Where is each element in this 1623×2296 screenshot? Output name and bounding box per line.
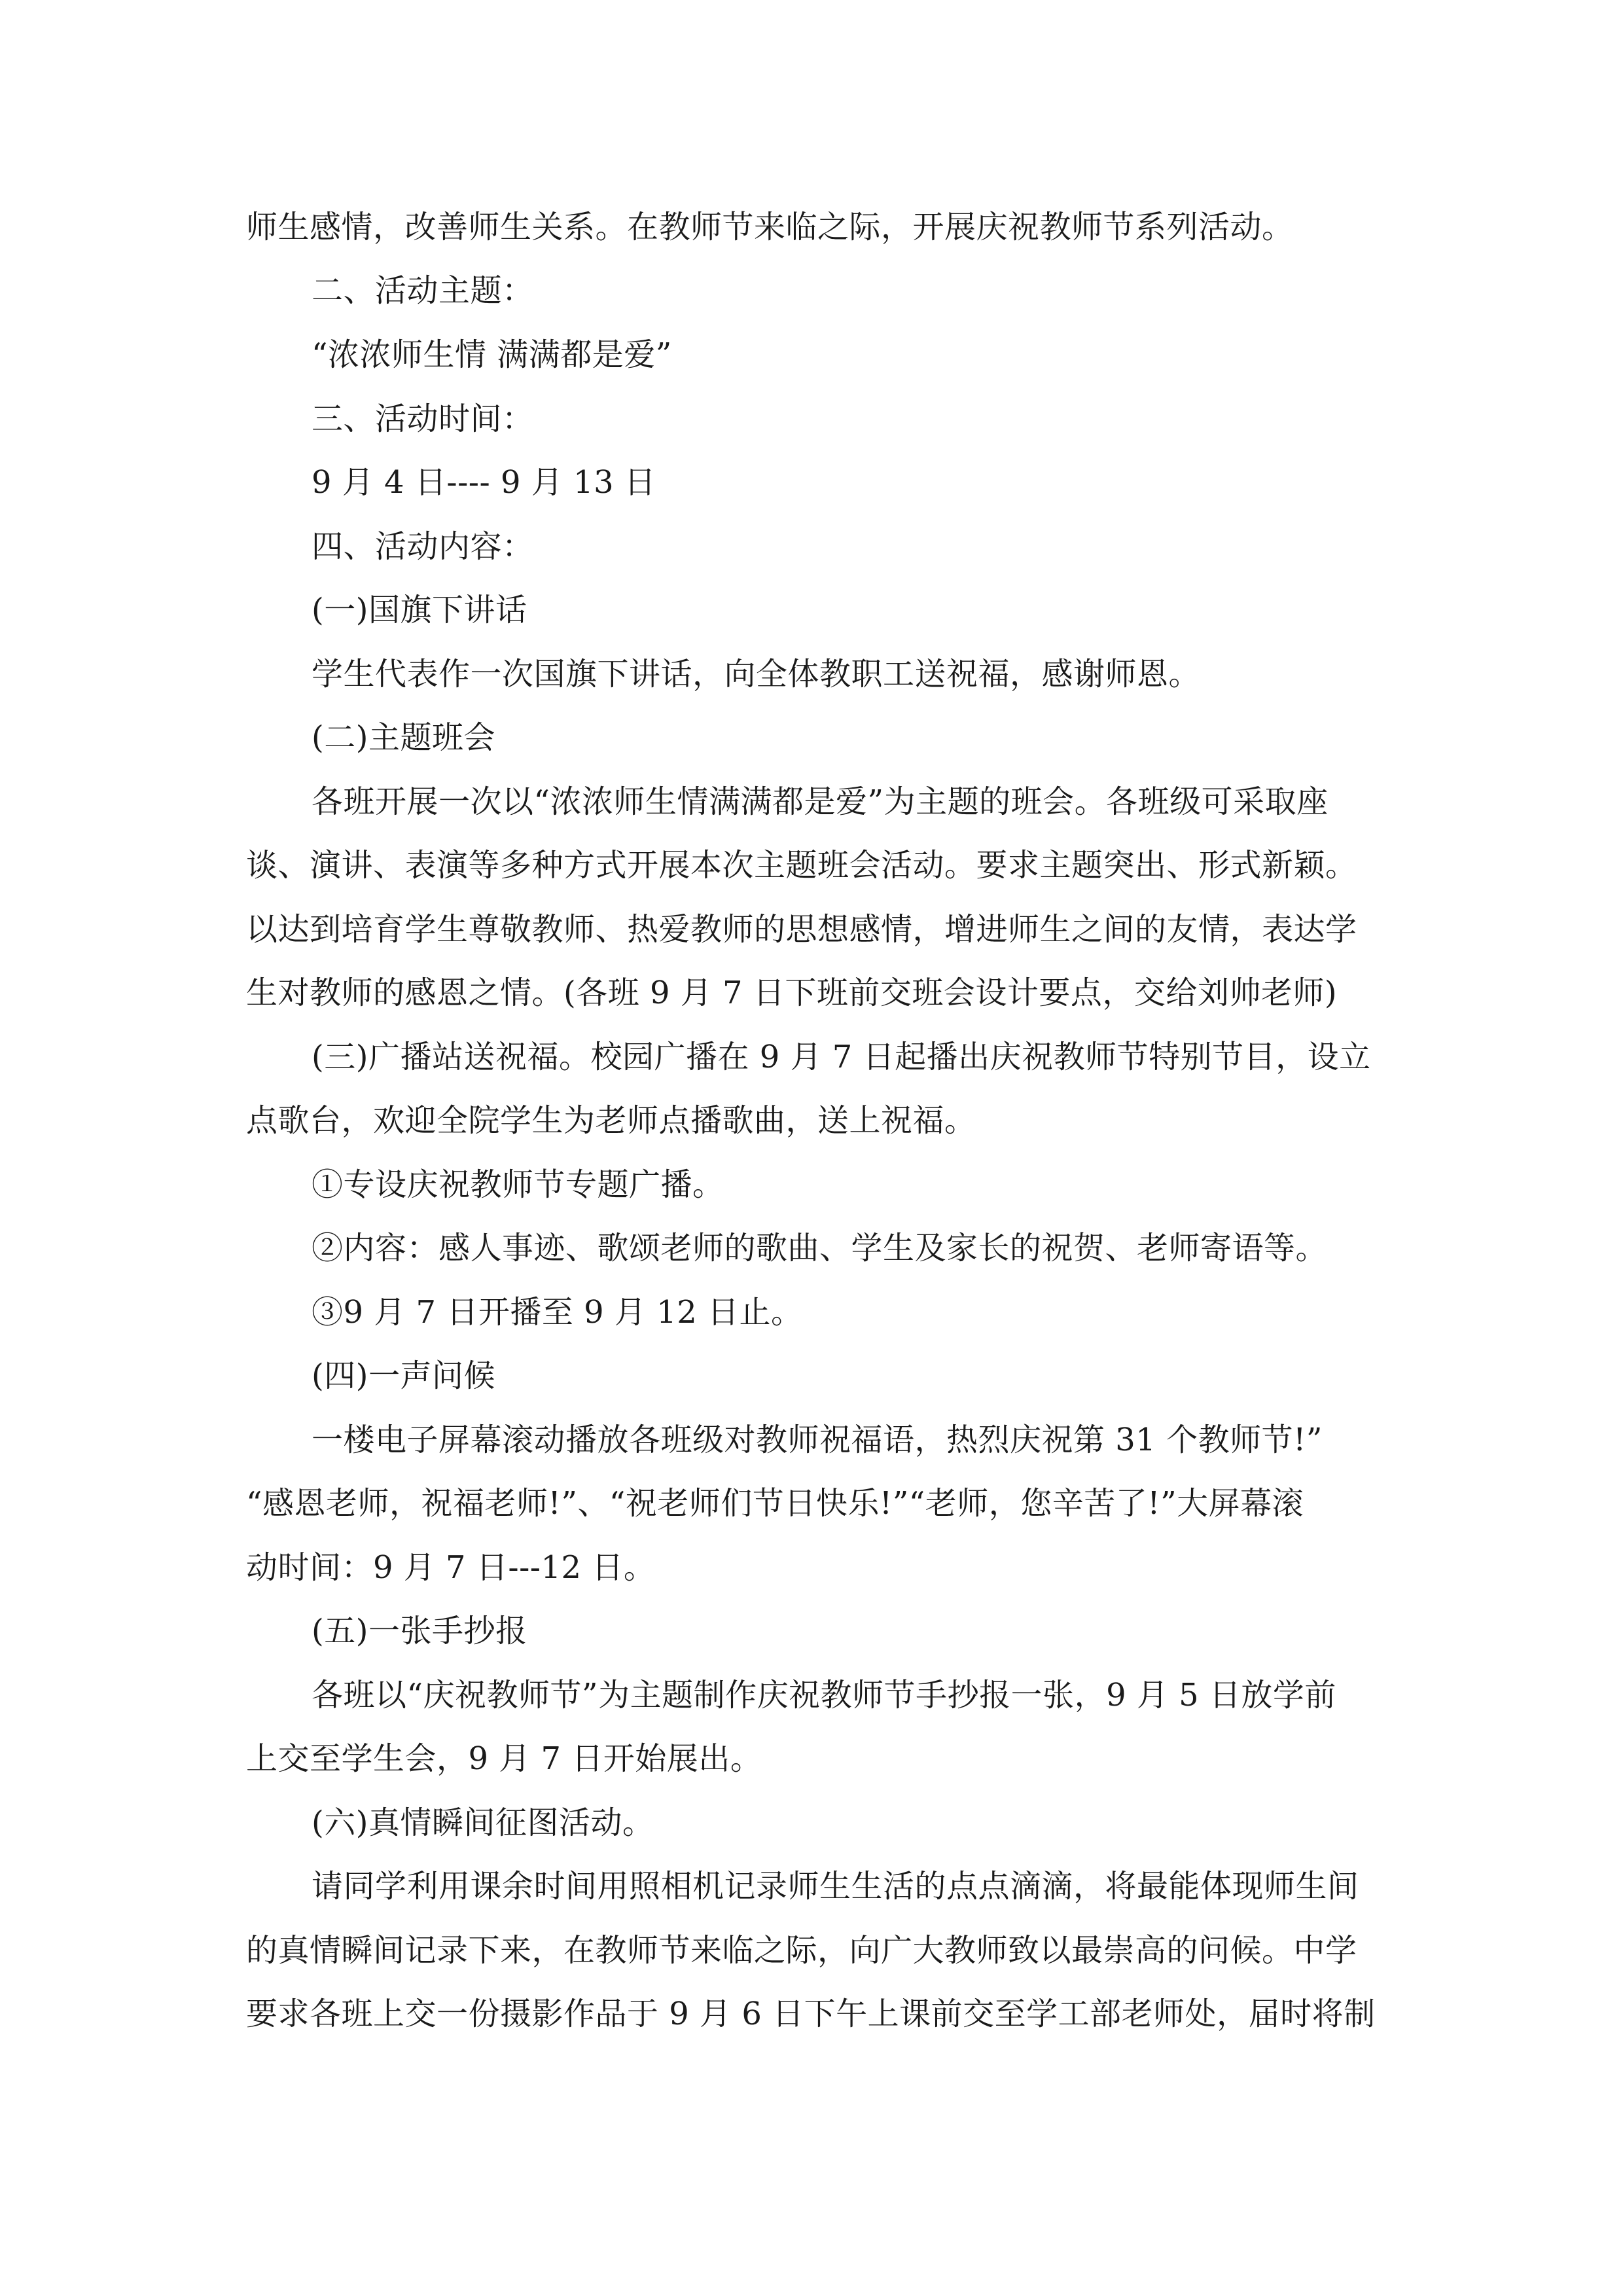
section-heading: 四、活动内容： <box>312 528 534 565</box>
section-heading: 二、活动主题： <box>312 272 534 309</box>
subsection-heading: (五)一张手抄报 <box>312 1613 527 1649</box>
body-text-line: 各班以“庆祝教师节”为主题制作庆祝教师节手抄报一张，9 月 5 日放学前 <box>312 1677 1336 1713</box>
body-text-line: “感恩老师，祝福老师!”、“祝老师们节日快乐!”“老师，您辛苦了!”大屏幕滚 <box>246 1485 1304 1522</box>
body-text-line: 师生感情，改善师生关系。在教师节来临之际，开展庆祝教师节系列活动。 <box>246 209 1294 245</box>
body-text-line: 各班开展一次以“浓浓师生情满满都是爱”为主题的班会。各班级可采取座 <box>312 783 1329 820</box>
list-item: ②内容：感人事迹、歌颂老师的歌曲、学生及家长的祝贺、老师寄语等。 <box>312 1230 1328 1266</box>
body-text-line: 一楼电子屏幕滚动播放各班级对教师祝福语，热烈庆祝第 31 个教师节!” <box>312 1422 1323 1458</box>
theme-text: “浓浓师生情 满满都是爱” <box>312 336 672 373</box>
body-text-line: 生对教师的感恩之情。(各班 9 月 7 日下班前交班会设计要点，交给刘帅老师) <box>246 975 1338 1011</box>
body-text-line: 上交至学生会，9 月 7 日开始展出。 <box>246 1740 762 1777</box>
date-range-text: 9 月 4 日---- 9 月 13 日 <box>312 464 656 501</box>
section-heading: 三、活动时间： <box>312 401 534 437</box>
body-text-line: 的真情瞬间记录下来，在教师节来临之际，向广大教师致以最崇高的问候。中学 <box>246 1932 1357 1969</box>
body-text-line: 学生代表作一次国旗下讲话，向全体教职工送祝福，感谢师恩。 <box>312 656 1201 692</box>
body-text-line: (三)广播站送祝福。校园广播在 9 月 7 日起播出庆祝教师节特别节目，设立 <box>312 1039 1371 1075</box>
list-item: ①专设庆祝教师节专题广播。 <box>312 1166 724 1203</box>
body-text-line: 点歌台，欢迎全院学生为老师点播歌曲，送上祝福。 <box>246 1102 976 1139</box>
subsection-heading: (二)主题班会 <box>312 719 495 756</box>
subsection-heading: (四)一声问候 <box>312 1357 495 1394</box>
body-text-line: 动时间：9 月 7 日---12 日。 <box>246 1549 656 1586</box>
list-item: ③9 月 7 日开播至 9 月 12 日止。 <box>312 1294 803 1331</box>
body-text-line: 以达到培育学生尊敬教师、热爱教师的思想感情，增进师生之间的友情，表达学 <box>246 911 1357 948</box>
body-text-line: 谈、演讲、表演等多种方式开展本次主题班会活动。要求主题突出、形式新颖。 <box>246 847 1357 884</box>
body-text-line: 要求各班上交一份摄影作品于 9 月 6 日下午上课前交至学工部老师处，届时将制 <box>246 1996 1376 2032</box>
body-text-line: 请同学利用课余时间用照相机记录师生生活的点点滴滴，将最能体现师生间 <box>312 1868 1359 1905</box>
subsection-heading: (一)国旗下讲话 <box>312 592 527 628</box>
subsection-heading: (六)真情瞬间征图活动。 <box>312 1804 654 1841</box>
